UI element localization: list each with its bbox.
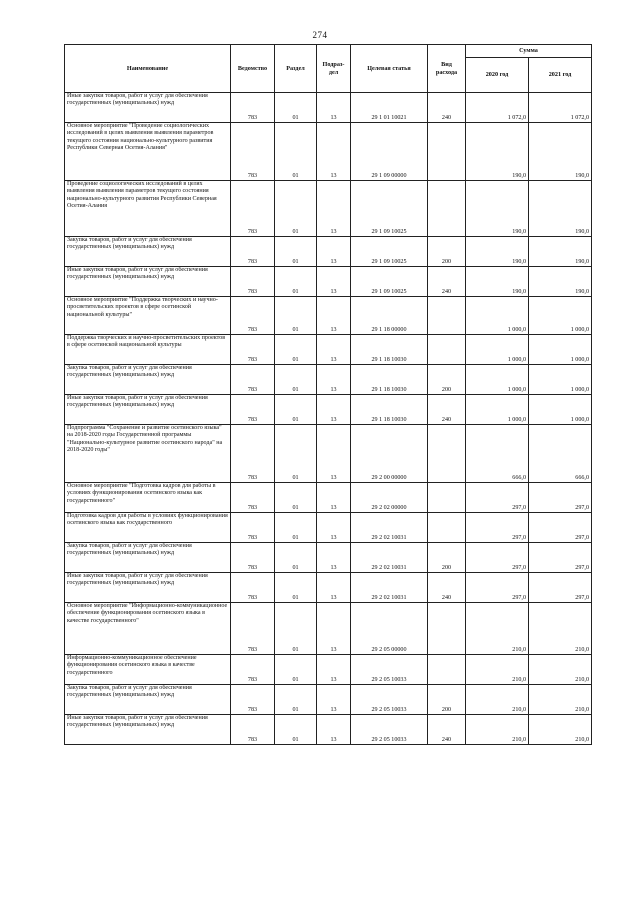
- cell-name: Иные закупки товаров, работ и услуг для обеспечения государственных (муниципальных) нужд: [65, 395, 231, 425]
- cell-target: 29 2 02 10031: [351, 543, 428, 573]
- header-expense-type: Вид расхода: [428, 45, 466, 93]
- cell-ministry: 783: [231, 123, 275, 181]
- cell-ministry: 783: [231, 715, 275, 745]
- cell-sum-2021: 666,0: [529, 425, 592, 483]
- cell-ministry: 783: [231, 181, 275, 237]
- table-body: [65, 93, 592, 745]
- cell-sum-2020: 297,0: [466, 573, 529, 603]
- table-row: [65, 335, 592, 365]
- cell-target: 29 2 00 00000: [351, 425, 428, 483]
- cell-expense-type: [428, 335, 466, 365]
- cell-target: 29 2 05 10033: [351, 685, 428, 715]
- cell-subsection: 13: [317, 93, 351, 123]
- cell-sum-2020: 190,0: [466, 181, 529, 237]
- cell-sum-2021: 297,0: [529, 543, 592, 573]
- cell-name: Иные закупки товаров, работ и услуг для обеспечения государственных (муниципальных) нужд: [65, 93, 231, 123]
- cell-ministry: 783: [231, 655, 275, 685]
- cell-expense-type: 240: [428, 715, 466, 745]
- cell-sum-2021: 210,0: [529, 603, 592, 655]
- cell-sum-2020: 190,0: [466, 237, 529, 267]
- cell-subsection: 13: [317, 181, 351, 237]
- cell-target: 29 1 18 10030: [351, 335, 428, 365]
- cell-ministry: 783: [231, 237, 275, 267]
- cell-sum-2020: 297,0: [466, 543, 529, 573]
- cell-name: Иные закупки товаров, работ и услуг для обеспечения государственных (муниципальных) нужд: [65, 715, 231, 745]
- cell-sum-2020: 210,0: [466, 603, 529, 655]
- cell-expense-type: 240: [428, 573, 466, 603]
- cell-sum-2020: 1 000,0: [466, 297, 529, 335]
- cell-target: 29 1 18 10030: [351, 365, 428, 395]
- cell-expense-type: [428, 513, 466, 543]
- table-row: [65, 685, 592, 715]
- cell-ministry: 783: [231, 93, 275, 123]
- cell-expense-type: 200: [428, 685, 466, 715]
- cell-section: 01: [275, 513, 317, 543]
- table-row: [65, 181, 592, 237]
- cell-sum-2021: 190,0: [529, 181, 592, 237]
- cell-sum-2021: 1 000,0: [529, 395, 592, 425]
- cell-ministry: 783: [231, 543, 275, 573]
- cell-sum-2021: 1 000,0: [529, 297, 592, 335]
- cell-sum-2020: 1 072,0: [466, 93, 529, 123]
- cell-name: Подготовка кадров для работы в условиях функционирования осетинского языка как государственного: [65, 513, 231, 543]
- cell-expense-type: [428, 655, 466, 685]
- cell-section: 01: [275, 93, 317, 123]
- cell-section: 01: [275, 655, 317, 685]
- cell-subsection: 13: [317, 425, 351, 483]
- cell-ministry: 783: [231, 573, 275, 603]
- table-row: [65, 123, 592, 181]
- cell-subsection: 13: [317, 297, 351, 335]
- cell-name: Информационно-коммуникационное обеспечение функционирования осетинского языка в качестве государственного: [65, 655, 231, 685]
- cell-name: Основное мероприятие "Подготовка кадров для работы в условиях функционирования осетинского языка как государственного": [65, 483, 231, 513]
- cell-name: Поддержка творческих и научно-просветительских проектов в сфере осетинской национальной культуры: [65, 335, 231, 365]
- cell-target: 29 2 02 10031: [351, 573, 428, 603]
- cell-target: 29 2 02 10031: [351, 513, 428, 543]
- cell-section: 01: [275, 685, 317, 715]
- cell-sum-2021: 1 072,0: [529, 93, 592, 123]
- cell-ministry: 783: [231, 513, 275, 543]
- cell-name: Закупка товаров, работ и услуг для обеспечения государственных (муниципальных) нужд: [65, 365, 231, 395]
- cell-target: 29 1 09 00000: [351, 123, 428, 181]
- cell-section: 01: [275, 483, 317, 513]
- cell-name: Закупка товаров, работ и услуг для обеспечения государственных (муниципальных) нужд: [65, 685, 231, 715]
- cell-ministry: 783: [231, 685, 275, 715]
- header-ministry: Ведомство: [231, 45, 275, 93]
- cell-name: Иные закупки товаров, работ и услуг для обеспечения государственных (муниципальных) нужд: [65, 267, 231, 297]
- table-row: [65, 365, 592, 395]
- cell-target: 29 2 05 10033: [351, 655, 428, 685]
- cell-ministry: 783: [231, 425, 275, 483]
- cell-subsection: 13: [317, 655, 351, 685]
- cell-target: 29 2 05 00000: [351, 603, 428, 655]
- cell-subsection: 13: [317, 513, 351, 543]
- table-row: [65, 513, 592, 543]
- cell-subsection: 13: [317, 395, 351, 425]
- table-row: [65, 603, 592, 655]
- header-section: Раздел: [275, 45, 317, 93]
- cell-subsection: 13: [317, 267, 351, 297]
- cell-section: 01: [275, 395, 317, 425]
- cell-sum-2021: 297,0: [529, 513, 592, 543]
- cell-sum-2020: 1 000,0: [466, 365, 529, 395]
- header-year-2021: 2021 год: [529, 58, 592, 93]
- cell-sum-2021: 1 000,0: [529, 335, 592, 365]
- header-subsection: Подраз- дел: [317, 45, 351, 93]
- cell-subsection: 13: [317, 483, 351, 513]
- cell-subsection: 13: [317, 715, 351, 745]
- header-year-2020: 2020 год: [466, 58, 529, 93]
- cell-subsection: 13: [317, 237, 351, 267]
- cell-section: 01: [275, 365, 317, 395]
- cell-target: 29 1 09 10025: [351, 267, 428, 297]
- cell-sum-2021: 190,0: [529, 123, 592, 181]
- cell-sum-2021: 210,0: [529, 685, 592, 715]
- cell-sum-2020: 666,0: [466, 425, 529, 483]
- cell-name: Иные закупки товаров, работ и услуг для обеспечения государственных (муниципальных) нужд: [65, 573, 231, 603]
- cell-sum-2020: 210,0: [466, 715, 529, 745]
- cell-name: Закупка товаров, работ и услуг для обеспечения государственных (муниципальных) нужд: [65, 543, 231, 573]
- cell-subsection: 13: [317, 603, 351, 655]
- cell-expense-type: 240: [428, 93, 466, 123]
- cell-target: 29 2 05 10033: [351, 715, 428, 745]
- cell-section: 01: [275, 425, 317, 483]
- table-row: [65, 237, 592, 267]
- cell-target: 29 1 18 00000: [351, 297, 428, 335]
- cell-sum-2020: 297,0: [466, 483, 529, 513]
- cell-name: Основное мероприятие "Поддержка творческих и научно-просветительских проектов в сфере осетинской национальной культуры": [65, 297, 231, 335]
- cell-subsection: 13: [317, 543, 351, 573]
- cell-name: Подпрограмма "Сохранение и развитие осетинского языка" на 2018-2020 годы Государственной программы "Национально-культурное развитие осетинского народа" на 2018-2020 годы": [65, 425, 231, 483]
- cell-expense-type: 200: [428, 543, 466, 573]
- cell-expense-type: [428, 425, 466, 483]
- cell-section: 01: [275, 181, 317, 237]
- table-row: [65, 395, 592, 425]
- header-target: Целевая статья: [351, 45, 428, 93]
- cell-sum-2021: 297,0: [529, 573, 592, 603]
- cell-sum-2020: 210,0: [466, 685, 529, 715]
- cell-subsection: 13: [317, 573, 351, 603]
- cell-ministry: 783: [231, 297, 275, 335]
- cell-section: 01: [275, 715, 317, 745]
- cell-expense-type: 200: [428, 237, 466, 267]
- table-row: [65, 655, 592, 685]
- table-row: [65, 715, 592, 745]
- cell-expense-type: 240: [428, 395, 466, 425]
- cell-expense-type: [428, 483, 466, 513]
- cell-section: 01: [275, 603, 317, 655]
- cell-name: Закупка товаров, работ и услуг для обеспечения государственных (муниципальных) нужд: [65, 237, 231, 267]
- cell-sum-2020: 1 000,0: [466, 335, 529, 365]
- table-row: [65, 543, 592, 573]
- cell-subsection: 13: [317, 335, 351, 365]
- table-row: [65, 425, 592, 483]
- cell-target: 29 1 09 10025: [351, 181, 428, 237]
- cell-name: Проведение социологических исследований в целях выявления выявления параметров текущего состояния национально-культурного развития Республики Северная Осетия-Алания: [65, 181, 231, 237]
- cell-name: Основное мероприятие "Информационно-коммуникационное обеспечение функционирования осетинского языка в качестве государственного": [65, 603, 231, 655]
- cell-sum-2020: 190,0: [466, 267, 529, 297]
- header-sum: Сумма: [466, 45, 592, 58]
- table-row: [65, 267, 592, 297]
- cell-ministry: 783: [231, 395, 275, 425]
- cell-subsection: 13: [317, 685, 351, 715]
- cell-name: Основное мероприятие "Проведение социологических исследований в целях выявления выявления параметров текущего состояния национально-культурного развития Республики Северная Осетия-Алания": [65, 123, 231, 181]
- cell-section: 01: [275, 237, 317, 267]
- cell-expense-type: [428, 123, 466, 181]
- cell-expense-type: [428, 297, 466, 335]
- cell-ministry: 783: [231, 483, 275, 513]
- cell-expense-type: 240: [428, 267, 466, 297]
- cell-target: 29 1 01 10021: [351, 93, 428, 123]
- cell-sum-2021: 190,0: [529, 267, 592, 297]
- cell-subsection: 13: [317, 365, 351, 395]
- cell-expense-type: [428, 603, 466, 655]
- cell-ministry: 783: [231, 267, 275, 297]
- cell-subsection: 13: [317, 123, 351, 181]
- cell-target: 29 2 02 00000: [351, 483, 428, 513]
- cell-expense-type: [428, 181, 466, 237]
- cell-section: 01: [275, 335, 317, 365]
- page-number: 274: [312, 30, 328, 40]
- cell-sum-2021: 1 000,0: [529, 365, 592, 395]
- cell-sum-2020: 210,0: [466, 655, 529, 685]
- cell-sum-2020: 297,0: [466, 513, 529, 543]
- cell-section: 01: [275, 573, 317, 603]
- cell-sum-2021: 210,0: [529, 715, 592, 745]
- cell-target: 29 1 09 10025: [351, 237, 428, 267]
- cell-expense-type: 200: [428, 365, 466, 395]
- cell-sum-2021: 210,0: [529, 655, 592, 685]
- budget-table: [64, 44, 592, 745]
- cell-section: 01: [275, 123, 317, 181]
- cell-ministry: 783: [231, 365, 275, 395]
- cell-ministry: 783: [231, 335, 275, 365]
- table-row: [65, 297, 592, 335]
- cell-sum-2020: 190,0: [466, 123, 529, 181]
- cell-section: 01: [275, 297, 317, 335]
- cell-sum-2021: 297,0: [529, 483, 592, 513]
- cell-target: 29 1 18 10030: [351, 395, 428, 425]
- table-row: [65, 483, 592, 513]
- header-name: Наименование: [65, 45, 231, 93]
- cell-section: 01: [275, 543, 317, 573]
- cell-sum-2020: 1 000,0: [466, 395, 529, 425]
- cell-sum-2021: 190,0: [529, 237, 592, 267]
- table-row: [65, 573, 592, 603]
- cell-section: 01: [275, 267, 317, 297]
- cell-ministry: 783: [231, 603, 275, 655]
- table-row: [65, 93, 592, 123]
